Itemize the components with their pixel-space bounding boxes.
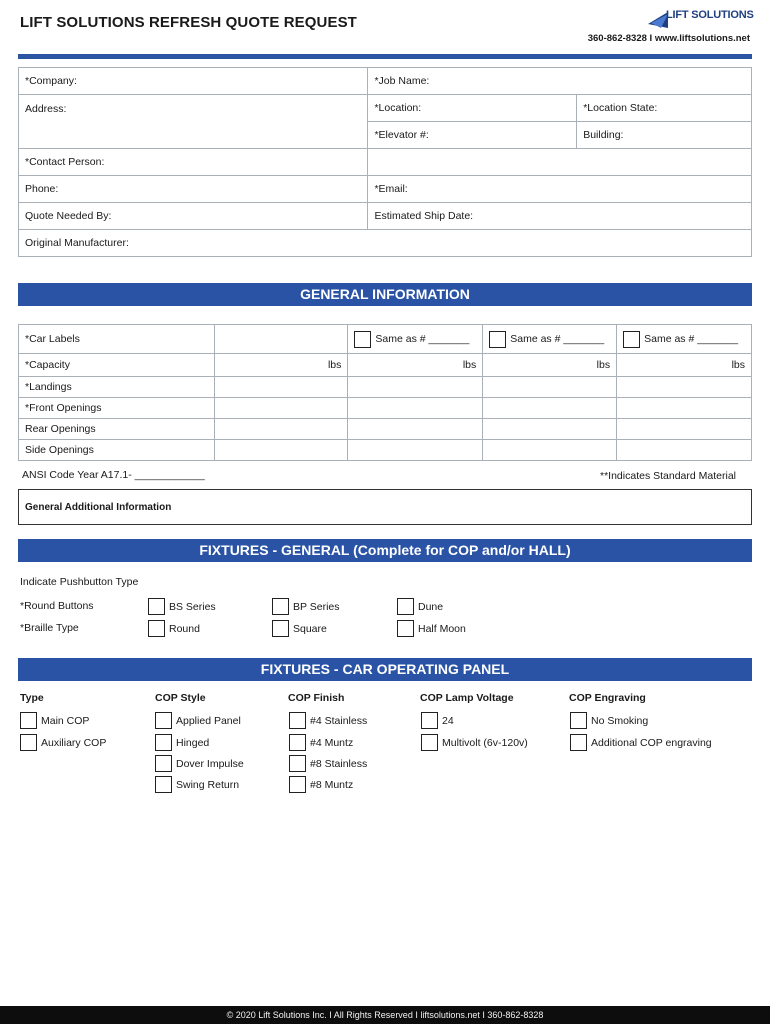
side-openings-label: Side Openings [19, 440, 215, 461]
option-auxiliary-cop[interactable]: Auxiliary COP [20, 734, 106, 751]
ansi-code-field[interactable]: ANSI Code Year A17.1- ____________ [22, 469, 205, 481]
contact-person-field[interactable]: *Contact Person: [19, 149, 368, 176]
option-no-smoking[interactable]: No Smoking [570, 712, 648, 729]
checkbox[interactable] [289, 734, 306, 751]
capacity-input-3[interactable]: lbs [483, 354, 617, 377]
checkbox[interactable] [489, 331, 506, 348]
landings-input[interactable] [483, 377, 617, 398]
option-dover-impulse[interactable]: Dover Impulse [155, 755, 244, 772]
page-title: LIFT SOLUTIONS REFRESH QUOTE REQUEST [20, 14, 357, 31]
option-swing-return[interactable]: Swing Return [155, 776, 239, 793]
car-labels-label: *Car Labels [19, 325, 215, 354]
checkbox[interactable] [289, 712, 306, 729]
option-hinged[interactable]: Hinged [155, 734, 209, 751]
rear-openings-input[interactable] [483, 419, 617, 440]
capacity-label: *Capacity [19, 354, 215, 377]
side-openings-input[interactable] [483, 440, 617, 461]
checkbox[interactable] [272, 598, 289, 615]
option-bp-series[interactable]: BP Series [272, 598, 340, 615]
type-heading: Type [20, 692, 44, 704]
side-openings-input[interactable] [214, 440, 348, 461]
checkbox[interactable] [20, 712, 37, 729]
front-openings-input[interactable] [483, 398, 617, 419]
landings-input[interactable] [617, 377, 752, 398]
elevator-number-field[interactable]: *Elevator #: [368, 122, 577, 149]
option-square[interactable]: Square [272, 620, 327, 637]
general-additional-info-box[interactable] [18, 489, 752, 525]
company-field[interactable]: *Company: [19, 68, 368, 95]
building-field[interactable]: Building: [577, 122, 752, 149]
footer-bar: © 2020 Lift Solutions Inc. I All Rights Reserved I liftsolutions.net I 360-862-8328 [0, 1006, 770, 1024]
email-field[interactable]: *Email: [368, 176, 752, 203]
checkbox[interactable] [570, 712, 587, 729]
landings-input[interactable] [348, 377, 483, 398]
rear-openings-input[interactable] [617, 419, 752, 440]
landings-label: *Landings [19, 377, 215, 398]
checkbox[interactable] [155, 776, 172, 793]
option-additional-engraving[interactable]: Additional COP engraving [570, 734, 712, 751]
ship-date-field[interactable]: Estimated Ship Date: [368, 203, 752, 230]
checkbox[interactable] [155, 734, 172, 751]
address-field[interactable]: Address: [19, 95, 368, 149]
logo-text: LIFT SOLUTIONS [666, 9, 754, 21]
cop-lamp-heading: COP Lamp Voltage [420, 692, 514, 704]
quote-needed-field[interactable]: Quote Needed By: [19, 203, 368, 230]
cop-header: FIXTURES - CAR OPERATING PANEL [18, 658, 752, 681]
contact-form-table [18, 67, 752, 257]
location-field[interactable]: *Location: [368, 95, 577, 122]
braille-type-label: *Braille Type [20, 622, 79, 634]
phone-field[interactable]: Phone: [19, 176, 368, 203]
rear-openings-input[interactable] [214, 419, 348, 440]
rear-openings-input[interactable] [348, 419, 483, 440]
fixtures-general-header: FIXTURES - GENERAL (Complete for COP and/or HALL) [18, 539, 752, 562]
location-state-field[interactable]: *Location State: [577, 95, 752, 122]
cop-engraving-heading: COP Engraving [569, 692, 646, 704]
front-openings-input[interactable] [348, 398, 483, 419]
standard-material-note: **Indicates Standard Material [600, 470, 736, 482]
option-4-stainless[interactable]: #4 Stainless [289, 712, 367, 729]
manufacturer-field[interactable]: Original Manufacturer: [19, 230, 752, 257]
front-openings-label: *Front Openings [19, 398, 215, 419]
indicate-pushbutton-label: Indicate Pushbutton Type [20, 576, 139, 588]
checkbox[interactable] [155, 755, 172, 772]
cop-finish-heading: COP Finish [288, 692, 345, 704]
contact-person-blank[interactable] [368, 149, 752, 176]
general-info-header: GENERAL INFORMATION [18, 283, 752, 306]
checkbox[interactable] [397, 620, 414, 637]
job-name-field[interactable]: *Job Name: [368, 68, 752, 95]
same-as-cell-4[interactable]: Same as # _______ [617, 325, 752, 354]
general-info-table [18, 324, 752, 461]
option-8-muntz[interactable]: #8 Muntz [289, 776, 353, 793]
option-4-muntz[interactable]: #4 Muntz [289, 734, 353, 751]
checkbox[interactable] [20, 734, 37, 751]
checkbox[interactable] [623, 331, 640, 348]
front-openings-input[interactable] [214, 398, 348, 419]
option-applied-panel[interactable]: Applied Panel [155, 712, 241, 729]
option-24v[interactable]: 24 [421, 712, 454, 729]
option-multivolt[interactable]: Multivolt (6v-120v) [421, 734, 528, 751]
car-labels-input[interactable] [214, 325, 348, 354]
same-as-cell-2[interactable]: Same as # _______ [348, 325, 483, 354]
checkbox[interactable] [421, 712, 438, 729]
checkbox[interactable] [570, 734, 587, 751]
option-8-stainless[interactable]: #8 Stainless [289, 755, 367, 772]
header-divider [18, 54, 752, 59]
checkbox[interactable] [155, 712, 172, 729]
option-main-cop[interactable]: Main COP [20, 712, 89, 729]
side-openings-input[interactable] [348, 440, 483, 461]
option-bs-series[interactable]: BS Series [148, 598, 216, 615]
checkbox[interactable] [289, 776, 306, 793]
checkbox[interactable] [289, 755, 306, 772]
rear-openings-label: Rear Openings [19, 419, 215, 440]
capacity-input-1[interactable]: lbs [214, 354, 348, 377]
checkbox[interactable] [272, 620, 289, 637]
checkbox[interactable] [354, 331, 371, 348]
company-logo [648, 6, 754, 30]
landings-input[interactable] [214, 377, 348, 398]
side-openings-input[interactable] [617, 440, 752, 461]
checkbox[interactable] [421, 734, 438, 751]
capacity-input-4[interactable]: lbs [617, 354, 752, 377]
round-buttons-label: *Round Buttons [20, 600, 94, 612]
checkbox[interactable] [148, 598, 165, 615]
option-round[interactable]: Round [148, 620, 200, 637]
checkbox[interactable] [148, 620, 165, 637]
capacity-input-2[interactable]: lbs [348, 354, 483, 377]
front-openings-input[interactable] [617, 398, 752, 419]
checkbox[interactable] [397, 598, 414, 615]
contact-line: 360-862-8328 I www.liftsolutions.net [587, 33, 750, 44]
cop-style-heading: COP Style [155, 692, 206, 704]
option-dune[interactable]: Dune [397, 598, 443, 615]
option-half-moon[interactable]: Half Moon [397, 620, 466, 637]
same-as-cell-3[interactable]: Same as # _______ [483, 325, 617, 354]
additional-info-label: General Additional Information [25, 502, 172, 513]
